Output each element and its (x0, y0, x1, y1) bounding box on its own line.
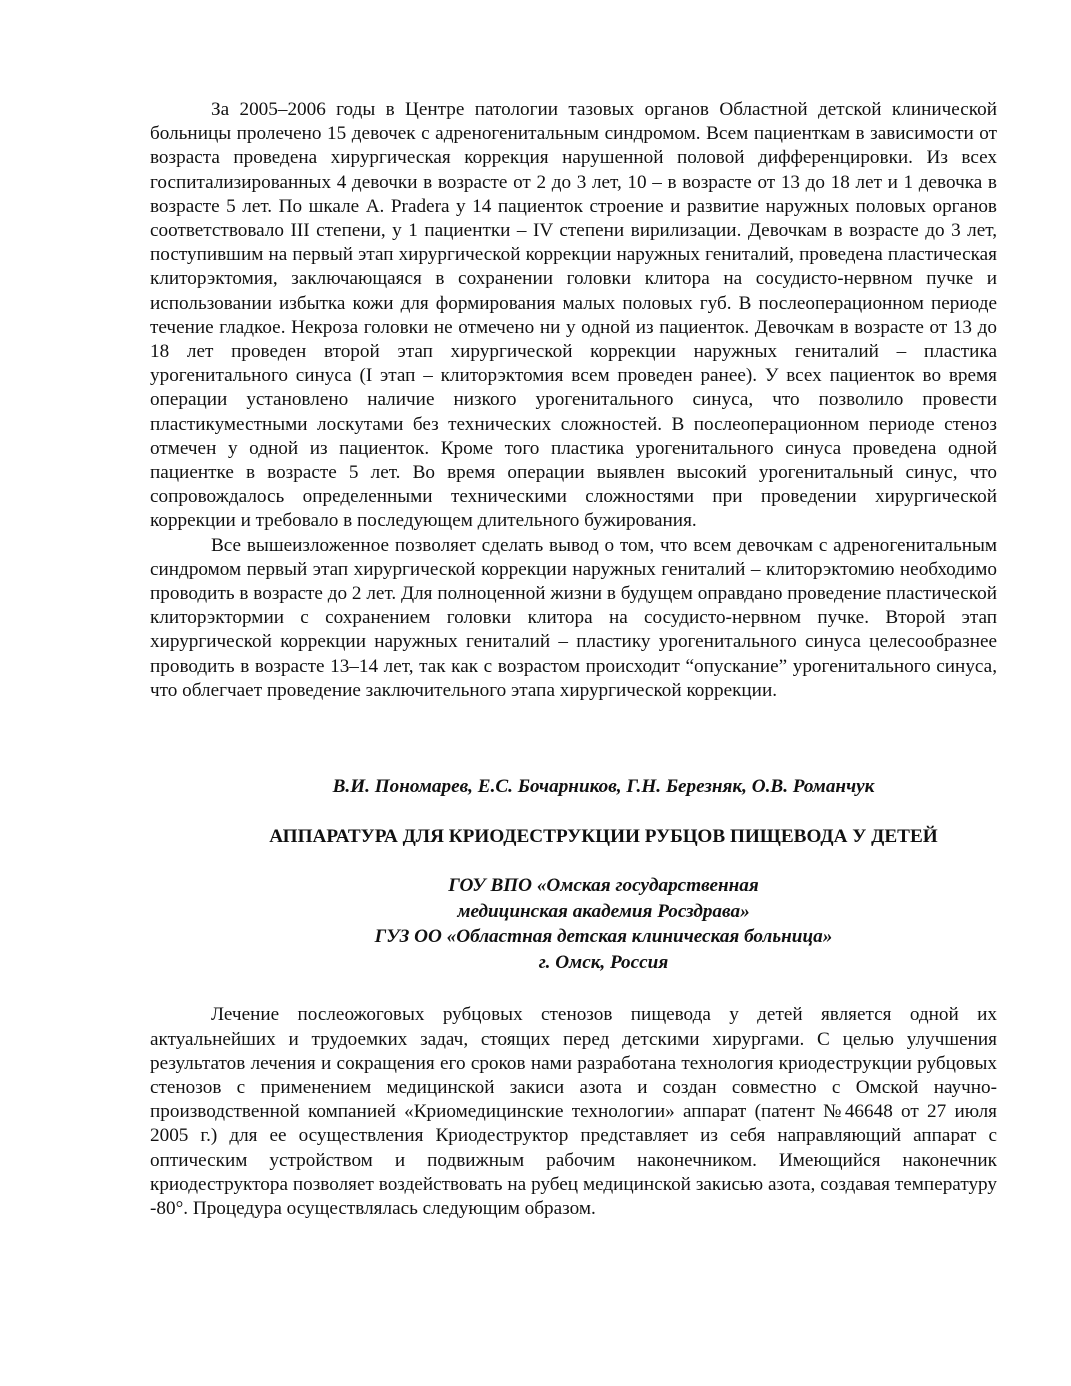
affiliation-line: г. Омск, Россия (538, 951, 669, 973)
article-affiliation (150, 873, 997, 975)
article-authors: В.И. Пономарев, Е.С. Бочарников, Г.Н. Березняк, О.В. Романчук (332, 776, 875, 798)
body-paragraph: За 2005–2006 годы в Центре патологии тазовых органов Областной детской клинической больницы пролечено 15 девочек с адреногенитальным синдромом. Всем пациенткам в зависимости от возраста проведена хирургическая коррекция нарушенной половой дифференцировки. Из всех госпитализированных 4 девочки в возрасте от 2 до 3 лет, 10 – в возрасте от 13 до 18 лет и 1 девочка в возрасте 5 лет. По шкале A. Pradera у 14 пациенток строение и развитие наружных половых органов соответствовало III степени, у 1 пациентки – IV степени вирилизации. Девочкам в возрасте до 3 лет, поступившим на первый этап хирургической коррекции наружных гениталий, проведена пластическая клиторэктомия, заключающаяся в сохранении головки клитора на сосудисто-нервном пучке и использовании избытка кожи для формирования малых половых губ. В послеоперационном периоде течение гладкое. Некроза головки не отмечено ни у одной из пациенток. Девочкам в возрасте от 13 до 18 лет проведен второй этап хирургической коррекции наружных гениталий – пластика урогенитального синуса (I этап – клиторэктомия всем проведен ранее). У всех пациенток во время операции установлено наличие низкого урогенитального синуса, что позволило провести пластикуместными лоскутами без технических сложностей. В послеоперационном периоде стеноз отмечен у одной из пациенток. Кроме того пластика урогенитального синуса проведена одной пациентке в возрасте 5 лет. Во время операции выявлен высокий урогенитальный синус, что сопровождалось определенными техническими сложностями при проведении хирургической коррекции и требовало в последующем длительного бужирования. (150, 99, 997, 532)
article-1-conclusion (150, 98, 997, 703)
body-paragraph: Лечение послеожоговых рубцовых стенозов пищевода у детей является одной их актуальнейших и трудоемких задач, стоящих перед детскими хирургами. С целью улучшения результатов лечения и сокращения его сроков нами разработана технология криодеструкции рубцовых стенозов с применением медицинской закиси азота и создан совместно с Омской научно-производственной компанией «Криомедицинские технологии» аппарат (патент №46648 от 27 июля 2005 г.) для ее осуществления Криодеструктор представляет из себя направляющий аппарат с оптическим устройством и подвижным рабочим наконечником. Имеющийся наконечник криодеструктора позволяет воздействовать на рубец медицинской закисью азота, создавая температуру -80°. Процедура осуществлялась следующим образом. (150, 1004, 997, 1220)
page-content (150, 98, 997, 1221)
affiliation-line: медицинская академия Росздрава» (457, 900, 750, 922)
article-title: АППАРАТУРА ДЛЯ КРИОДЕСТРУКЦИИ РУБЦОВ ПИЩЕВОДА У ДЕТЕЙ (269, 826, 938, 848)
affiliation-line: ГОУ ВПО «Омская государственная (448, 875, 759, 897)
body-paragraph: Все вышеизложенное позволяет сделать вывод о том, что всем девочкам с адреногенитальным синдромом первый этап хирургической коррекции наружных гениталий – клиторэктомию необходимо проводить в возрасте до 2 лет. Для полноценной жизни в будущем оправдано проведение пластической клиторэктормии с сохранением головки клитора на сосудисто-нервном пучке. Второй этап хирургической коррекции наружных гениталий – пластику урогенитального синуса целесообразнее проводить в возрасте 13–14 лет, так как с возрастом происходит “опускание” урогенитального синуса, что облегчает проведение заключительного этапа хирургической коррекции. (150, 534, 997, 701)
affiliation-line: ГУЗ ОО «Областная детская клиническая больница» (374, 926, 833, 948)
article-2 (150, 775, 997, 1221)
